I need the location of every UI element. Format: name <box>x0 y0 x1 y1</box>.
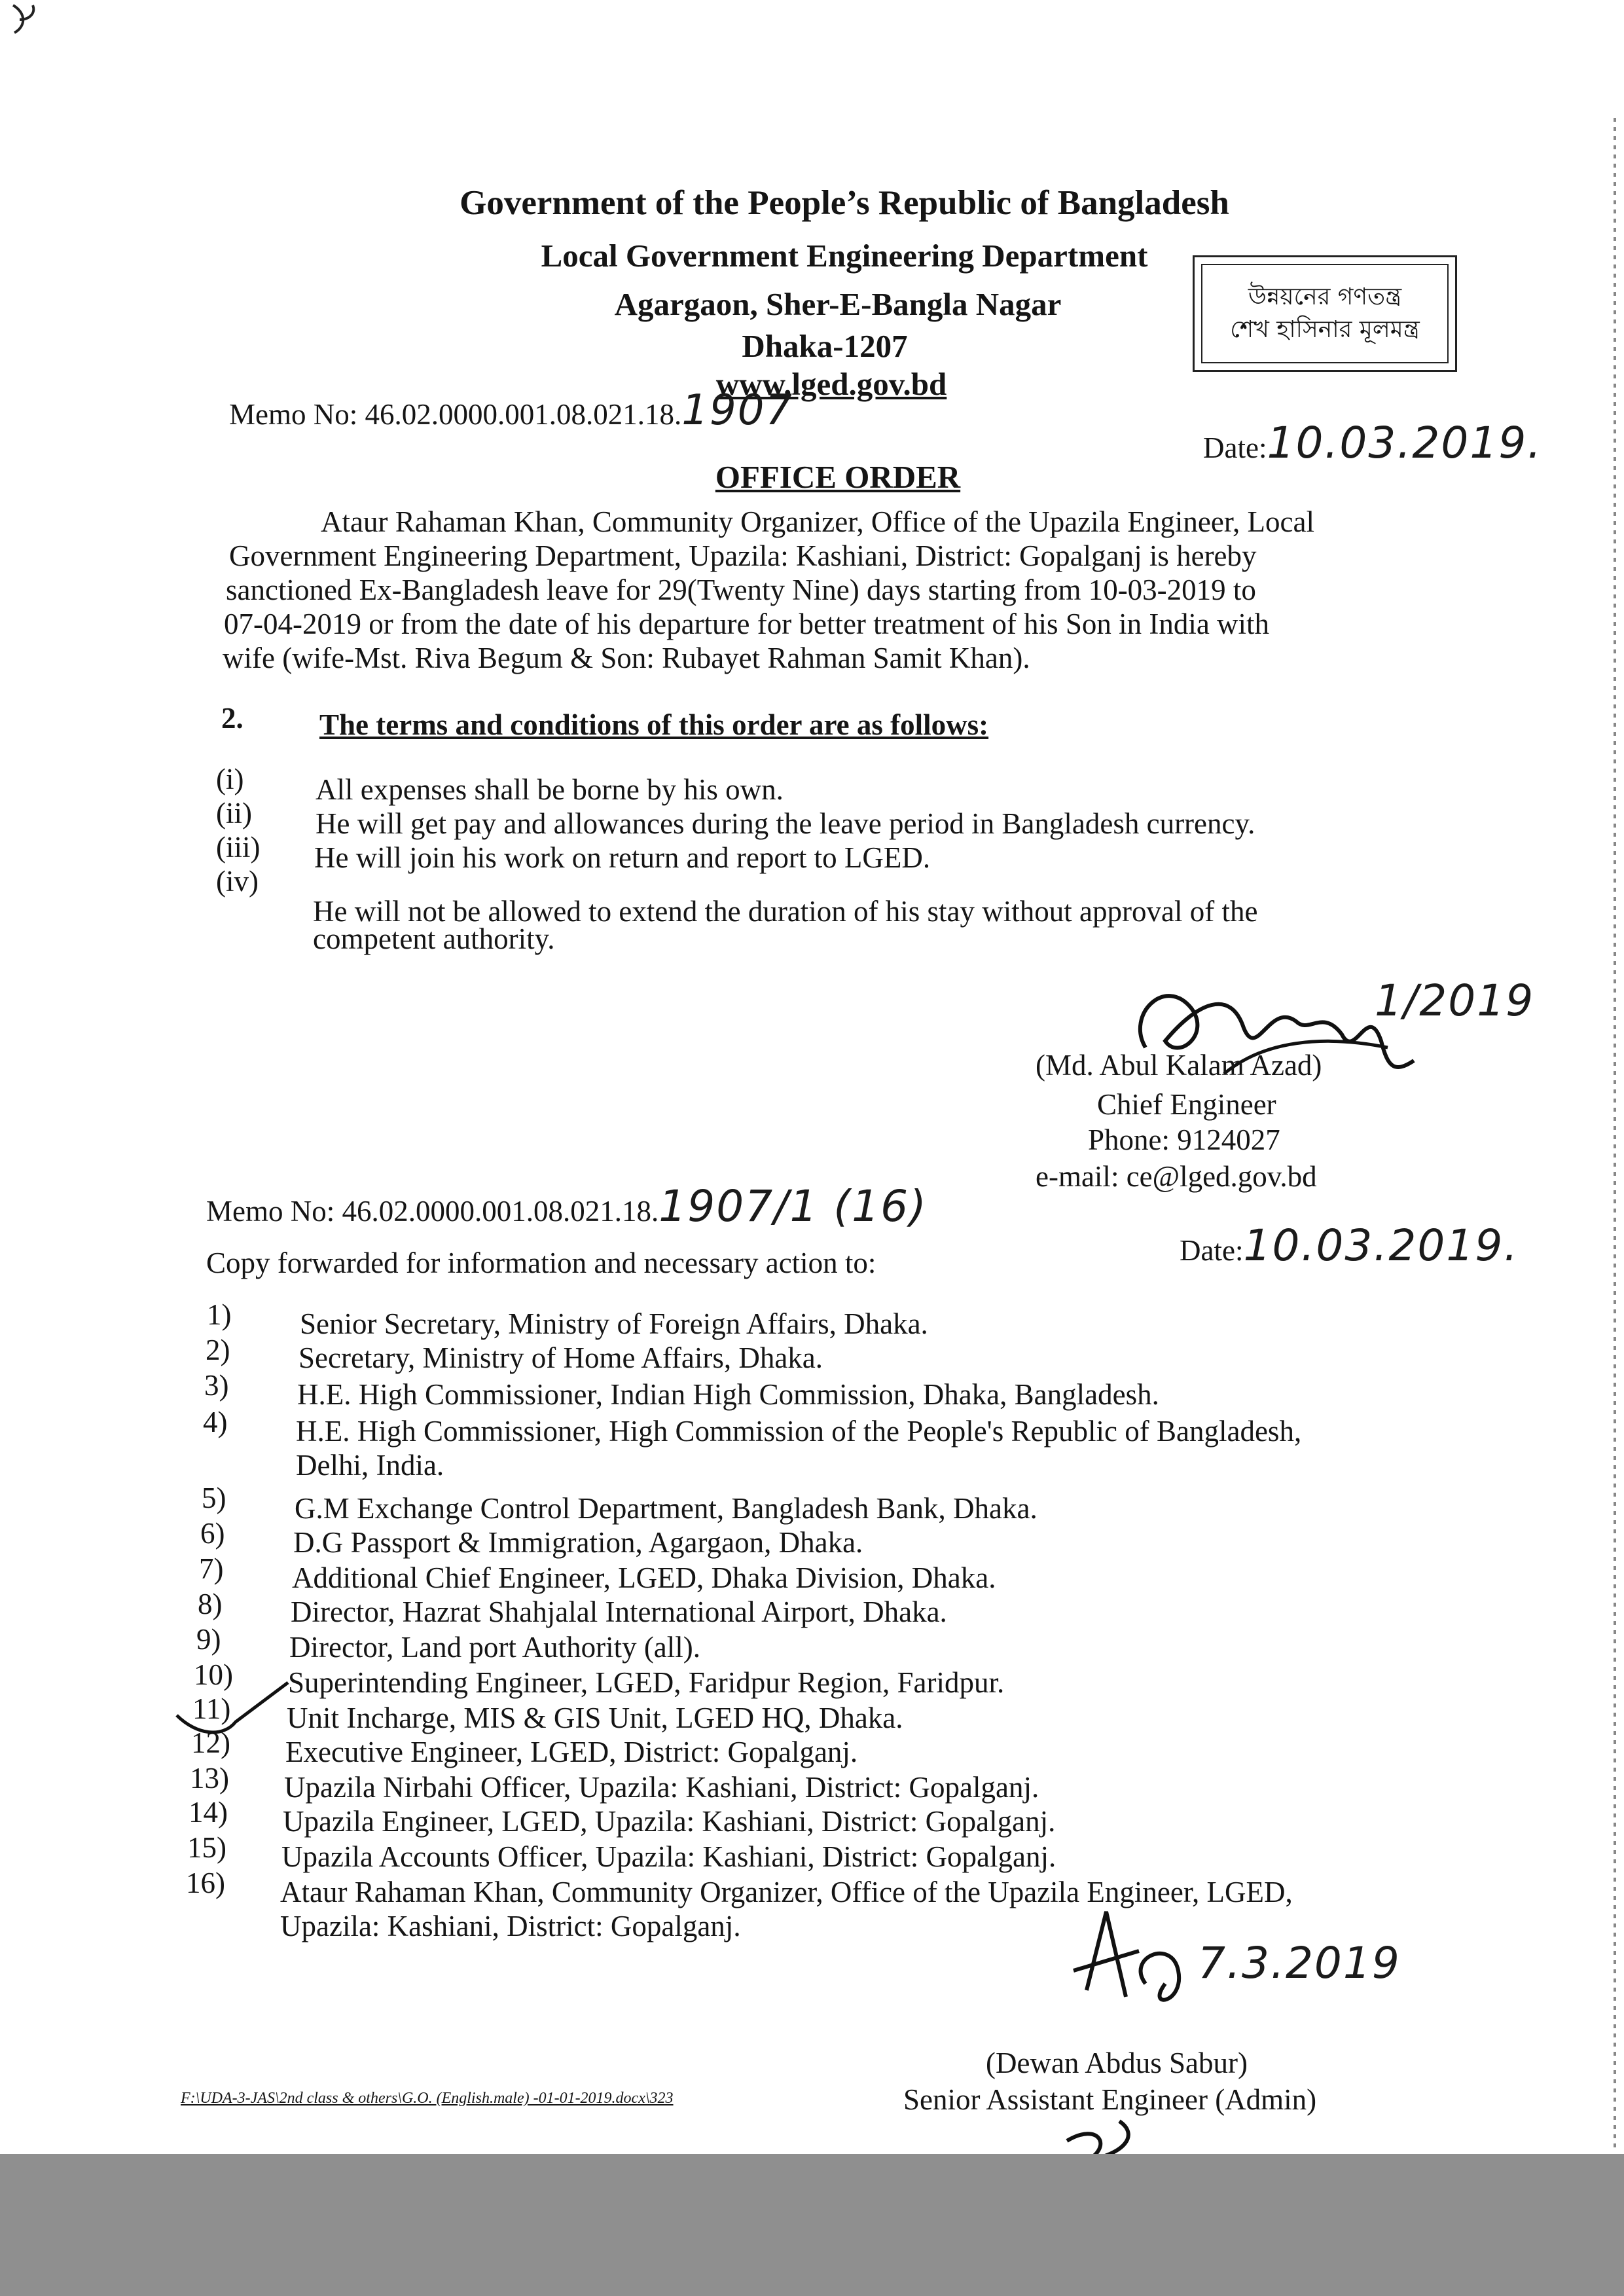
copy-item-text: D.G Passport & Immigration, Agargaon, Dhaka. <box>293 1526 863 1559</box>
signatory-name: (Md. Abul Kalam Azad) <box>1036 1049 1322 1082</box>
copy-item-text: Ataur Rahaman Khan, Community Organizer, Office of the Upazila Engineer, LGED, <box>280 1876 1293 1908</box>
signatory-phone: Phone: 9124027 <box>1088 1123 1280 1156</box>
copy-item-number: 9) <box>196 1623 221 1656</box>
copy-item-text: Additional Chief Engineer, LGED, Dhaka Division, Dhaka. <box>292 1561 996 1594</box>
motto-stamp <box>1193 255 1457 372</box>
order-date <box>1203 418 1543 468</box>
copy-item-number: 11) <box>192 1692 231 1725</box>
order-paragraph-line: sanctioned Ex-Bangladesh leave for 29(Twenty Nine) days starting from 10-03-2019 to <box>226 574 1256 606</box>
copy-item-text-continued: Delhi, India. <box>296 1449 444 1482</box>
copy-item-text: Director, Land port Authority (all). <box>289 1631 701 1664</box>
memo-label: Memo No: 46.02.0000.001.08.021.18. <box>229 398 682 431</box>
copy-memo-label: Memo No: 46.02.0000.001.08.021.18. <box>206 1195 659 1228</box>
copy-memo-number <box>206 1181 928 1231</box>
tick-mark <box>170 1676 301 1748</box>
copy-item-number: 4) <box>203 1406 228 1438</box>
file-path-footer: F:\UDA-3-JAS\2nd class & others\G.O. (English.male) -01-01-2019.docx\323 <box>181 2090 674 2107</box>
term-number: (iv) <box>216 865 259 898</box>
header-website: www.lged.gov.bd <box>715 366 947 402</box>
copy-item-number: 2) <box>206 1334 230 1366</box>
copy-item-number: 1) <box>207 1298 232 1331</box>
copy-item-number: 14) <box>189 1796 228 1829</box>
term-number: (i) <box>216 763 244 795</box>
motto-line-1: উন্নয়নের গণতন্ত্র <box>1248 283 1402 310</box>
copy-item-number: 12) <box>191 1726 230 1759</box>
copy-item-number: 16) <box>186 1867 225 1899</box>
copy-item-text: Superintending Engineer, LGED, Faridpur Region, Faridpur. <box>288 1666 1005 1699</box>
copy-item-text: Upazila Nirbahi Officer, Upazila: Kashiani, District: Gopalganj. <box>284 1771 1039 1804</box>
signature-date: 1/2019 <box>1375 975 1535 1026</box>
copy-date-handwritten: 10.03.2019. <box>1243 1220 1519 1271</box>
copy-item-text: H.E. High Commissioner, High Commission of the People's Republic of Bangladesh, <box>296 1415 1302 1448</box>
date-label: Date: <box>1203 431 1267 464</box>
header-line-3: Agargaon, Sher-E-Bangla Nagar <box>614 286 1062 322</box>
copy-item-number: 5) <box>202 1482 226 1514</box>
copy-item-number: 15) <box>187 1831 226 1864</box>
motto-line-2: শেখ হাসিনার মূলমন্ত্র <box>1230 316 1420 343</box>
corner-scribble <box>0 0 59 46</box>
copy-item-number: 6) <box>200 1517 225 1550</box>
order-paragraph-line: Government Engineering Department, Upazila: Kashiani, District: Gopalganj is hereby <box>229 539 1257 572</box>
order-paragraph-line: 07-04-2019 or from the date of his departure for better treatment of his Son in India with <box>224 608 1270 640</box>
copy-item-text: Secretary, Ministry of Home Affairs, Dhaka. <box>298 1341 823 1374</box>
terms-heading: The terms and conditions of this order are as follows: <box>319 708 989 741</box>
copy-date <box>1180 1220 1519 1271</box>
scan-edge <box>1614 118 1616 2147</box>
copy-item-number: 8) <box>198 1588 223 1620</box>
term-number: (iii) <box>216 831 261 864</box>
term-text: All expenses shall be borne by his own. <box>316 773 784 806</box>
copy-item-number: 13) <box>190 1762 229 1795</box>
term-text: He will not be allowed to extend the duration of his stay without approval of the <box>313 895 1258 928</box>
term-text: He will join his work on return and report to LGED. <box>314 841 931 874</box>
copy-item-text: Executive Engineer, LGED, District: Gopalganj. <box>285 1736 858 1768</box>
copy-item-text: Senior Secretary, Ministry of Foreign Affairs, Dhaka. <box>300 1307 928 1340</box>
copy-item-text: Upazila Engineer, LGED, Upazila: Kashiani, District: Gopalganj. <box>283 1805 1056 1838</box>
order-paragraph-line: wife (wife-Mst. Riva Begum & Son: Rubayet Rahman Samit Khan). <box>223 642 1030 674</box>
header-line-4: Dhaka-1207 <box>742 328 908 364</box>
copy-intro: Copy forwarded for information and necessary action to: <box>206 1247 876 1279</box>
copy-item-text: Unit Incharge, MIS & GIS Unit, LGED HQ, Dhaka. <box>287 1702 903 1734</box>
scan-bottom-margin <box>0 2154 1624 2296</box>
header-line-2: Local Government Engineering Department <box>541 238 1148 274</box>
order-paragraph-line: Ataur Rahaman Khan, Community Organizer, Office of the Upazila Engineer, Local <box>321 505 1314 538</box>
copy-item-text-continued: Upazila: Kashiani, District: Gopalganj. <box>280 1910 741 1942</box>
memo-handwritten-number: 1907 <box>681 386 794 435</box>
copy-memo-handwritten: 1907/1 (16) <box>659 1181 928 1231</box>
term-text: He will get pay and allowances during the leave period in Bangladesh currency. <box>316 807 1255 840</box>
terms-number: 2. <box>221 702 244 735</box>
term-text-continued: competent authority. <box>313 922 555 955</box>
admin-signatory-title: Senior Assistant Engineer (Admin) <box>903 2083 1317 2116</box>
copy-item-text: Upazila Accounts Officer, Upazila: Kashiani, District: Gopalganj. <box>281 1840 1056 1873</box>
copy-item-number: 3) <box>204 1369 229 1402</box>
copy-item-number: 7) <box>199 1552 224 1585</box>
signatory-title: Chief Engineer <box>1097 1088 1276 1121</box>
copy-date-label: Date: <box>1180 1234 1244 1267</box>
copy-item-text: Director, Hazrat Shahjalal International Airport, Dhaka. <box>291 1595 947 1628</box>
admin-signature-date: 7.3.2019 <box>1198 1938 1401 1988</box>
copy-item-text: G.M Exchange Control Department, Bangladesh Bank, Dhaka. <box>295 1492 1038 1525</box>
office-order-title: OFFICE ORDER <box>715 459 961 495</box>
term-number: (ii) <box>216 797 252 829</box>
date-handwritten: 10.03.2019. <box>1267 418 1543 468</box>
copy-item-text: H.E. High Commissioner, Indian High Commission, Dhaka, Bangladesh. <box>297 1378 1159 1411</box>
admin-signatory-name: (Dewan Abdus Sabur) <box>986 2047 1248 2079</box>
header-line-1: Government of the People’s Republic of Bangladesh <box>460 184 1229 222</box>
memo-number <box>229 386 794 435</box>
copy-item-number: 10) <box>194 1658 233 1691</box>
signatory-email: e-mail: ce@lged.gov.bd <box>1036 1160 1317 1193</box>
